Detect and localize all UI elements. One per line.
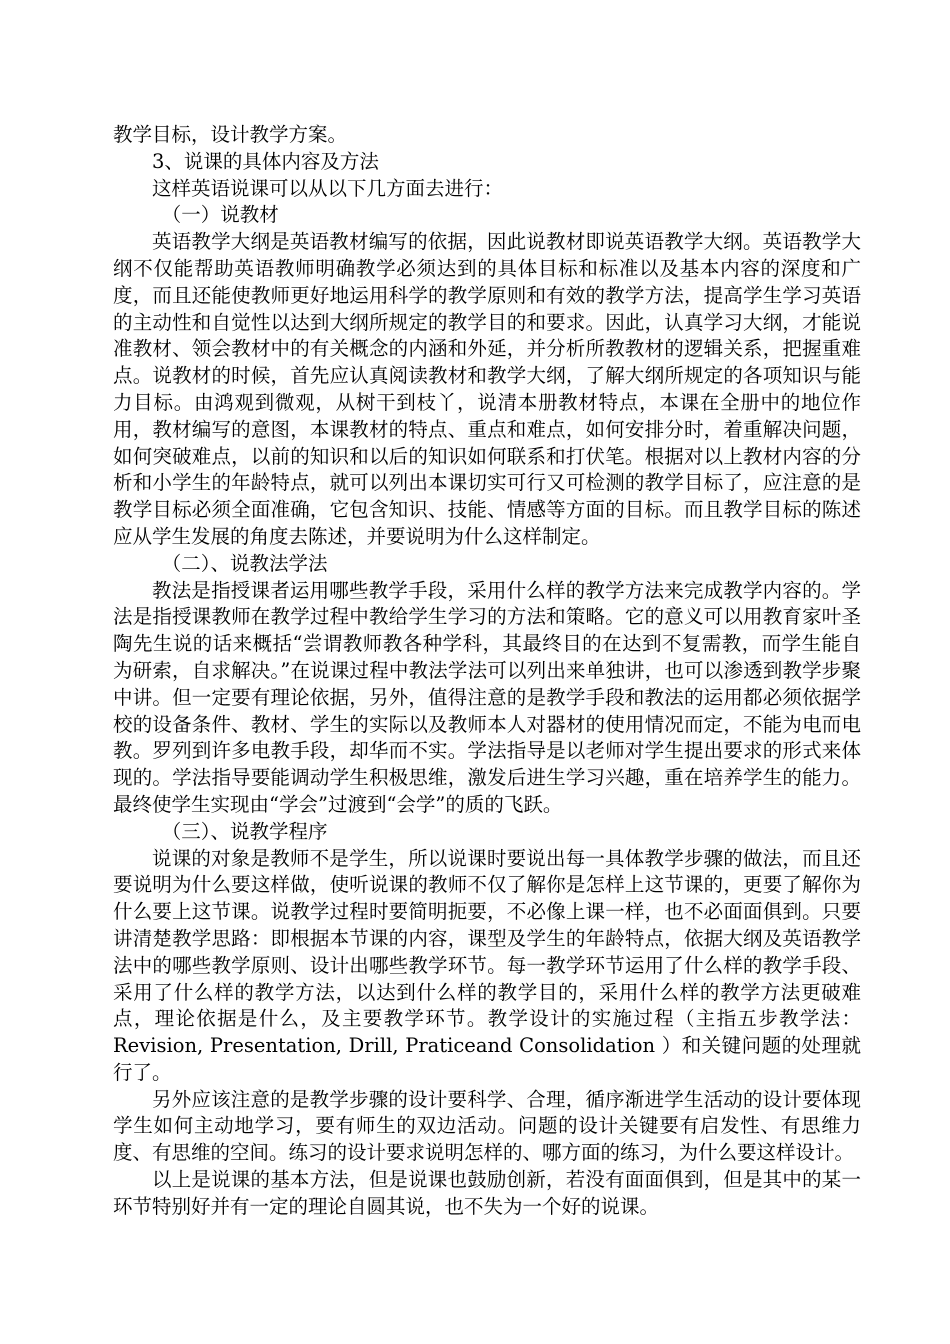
part1-heading: （一）说教材 — [161, 203, 279, 227]
continuation-text: 教学目标，设计教学方案。 — [113, 123, 348, 146]
section-heading: 3、说课的具体内容及方法 — [152, 149, 379, 173]
conclusion-paragraph: 以上是说课的基本方法，但是说课也鼓励创新，若没有面面俱到，但是其中的某一环节特别好并有一定的理论自圆其说，也不失为一个好的说课。 — [113, 1168, 861, 1218]
part1-body: 英语教学大纲是英语教材编写的依据，因此说教材即说英语教学大纲。英语教学大纲不仅能帮助英语教师明确教学必须达到的具体目标和标准以及基本内容的深度和广度，而且还能使教师更好地运用科学的教学原则和有效的教学方法，提高学生学习英语的主动性和自觉性以达到大纲所规定的教学目的和要求。因此，认真学习大纲，才能说准教材、领会教材中的有关概念的内涵和外延，并分析所教教材的逻辑关系，把握重难点。说教材的时候，首先应认真阅读教材和教学大纲，了解大纲所规定的各项知识与能力目标。由鸿观到微观，从树干到枝丫，说清本册教材特点，本课在全册中的地位作用，教材编写的意图，本课教材的特点、重点和难点，如何安排分时，着重解决问题，如何突破难点，以前的知识和以后的知识如何联系和打伏笔。根据对以上教材内容的分析和小学生的年龄特点，就可以列出本课切实可行又可检测的教学目标了，应注意的是教学目标必须全面准确，它包含知识、技能、情感等方面的目标。而且教学目标的陈述应从学生发展的角度去陈述，并要说明为什么这样制定。 — [113, 230, 861, 548]
part3-heading: （三）、说教学程序 — [161, 819, 328, 843]
design-paragraph: 另外应该注意的是教学步骤的设计要科学、合理，循序渐进学生活动的设计要体现学生如何主动地学习，要有师生的双边活动。问题的设计关键要有启发性、有思维力度、有思维的空间。练习的设计要求说明怎样的、哪方面的练习，为什么要这样设计。 — [113, 1087, 861, 1165]
part2-body: 教法是指授课者运用哪些教学手段，采用什么样的教学方法来完成教学内容的。学法是指授课教师在教学过程中教给学生学习的方法和策略。它的意义可以用教育家叶圣陶先生说的话来概括“尝谓教师教各种学科，其最终目的在达到不复需教，而学生能自为研索，自求解决。”在说课过程中教法学法可以列出来单独讲，也可以渗透到教学步聚中讲。但一定要有理论依据，另外，值得注意的是教学手段和教法的运用都必须依据学校的设备条件、教材、学生的实际以及教师本人对器材的使用情况而定，不能为电而电教。罗列到许多电教手段，却华而不实。学法指导是以老师对学生提出要求的形式来体现的。学法指导要能调动学生积极思维，激发后进生学习兴趣，重在培养学生的能力。最终使学生实现由“学会”过渡到“会学”的质的飞跃。 — [113, 578, 861, 816]
intro-paragraph: 这样英语说课可以从以下几方面去进行： — [152, 176, 504, 200]
document-page — [113, 122, 861, 1221]
part3-body: 说课的对象是教师不是学生，所以说课时要说出每一具体教学步骤的做法，而且还要说明为什么要这样做，使听说课的教师不仅了解你是怎样上这节课的，更要了解你为什么要上这节课。说教学过程时要简明扼要，不必像上课一样，也不必面面俱到。只要讲清楚教学思路：即根据本节课的内容，课型及学生的年龄特点，依据大纲及英语教学法中的哪些教学原则、设计出哪些教学环节。每一教学环节运用了什么样的教学手段、采用了什么样的教学方法，以达到什么样的教学目的，采用什么样的教学方法更破难点，理论依据是什么，及主要教学环节。教学设计的实施过程（主指五步教学法：Revision, Presentation, Drill, Praticeand Consolidation ）和关键问题的处理就行了。 — [113, 846, 861, 1084]
part2-heading: （二）、说教法学法 — [161, 551, 328, 575]
